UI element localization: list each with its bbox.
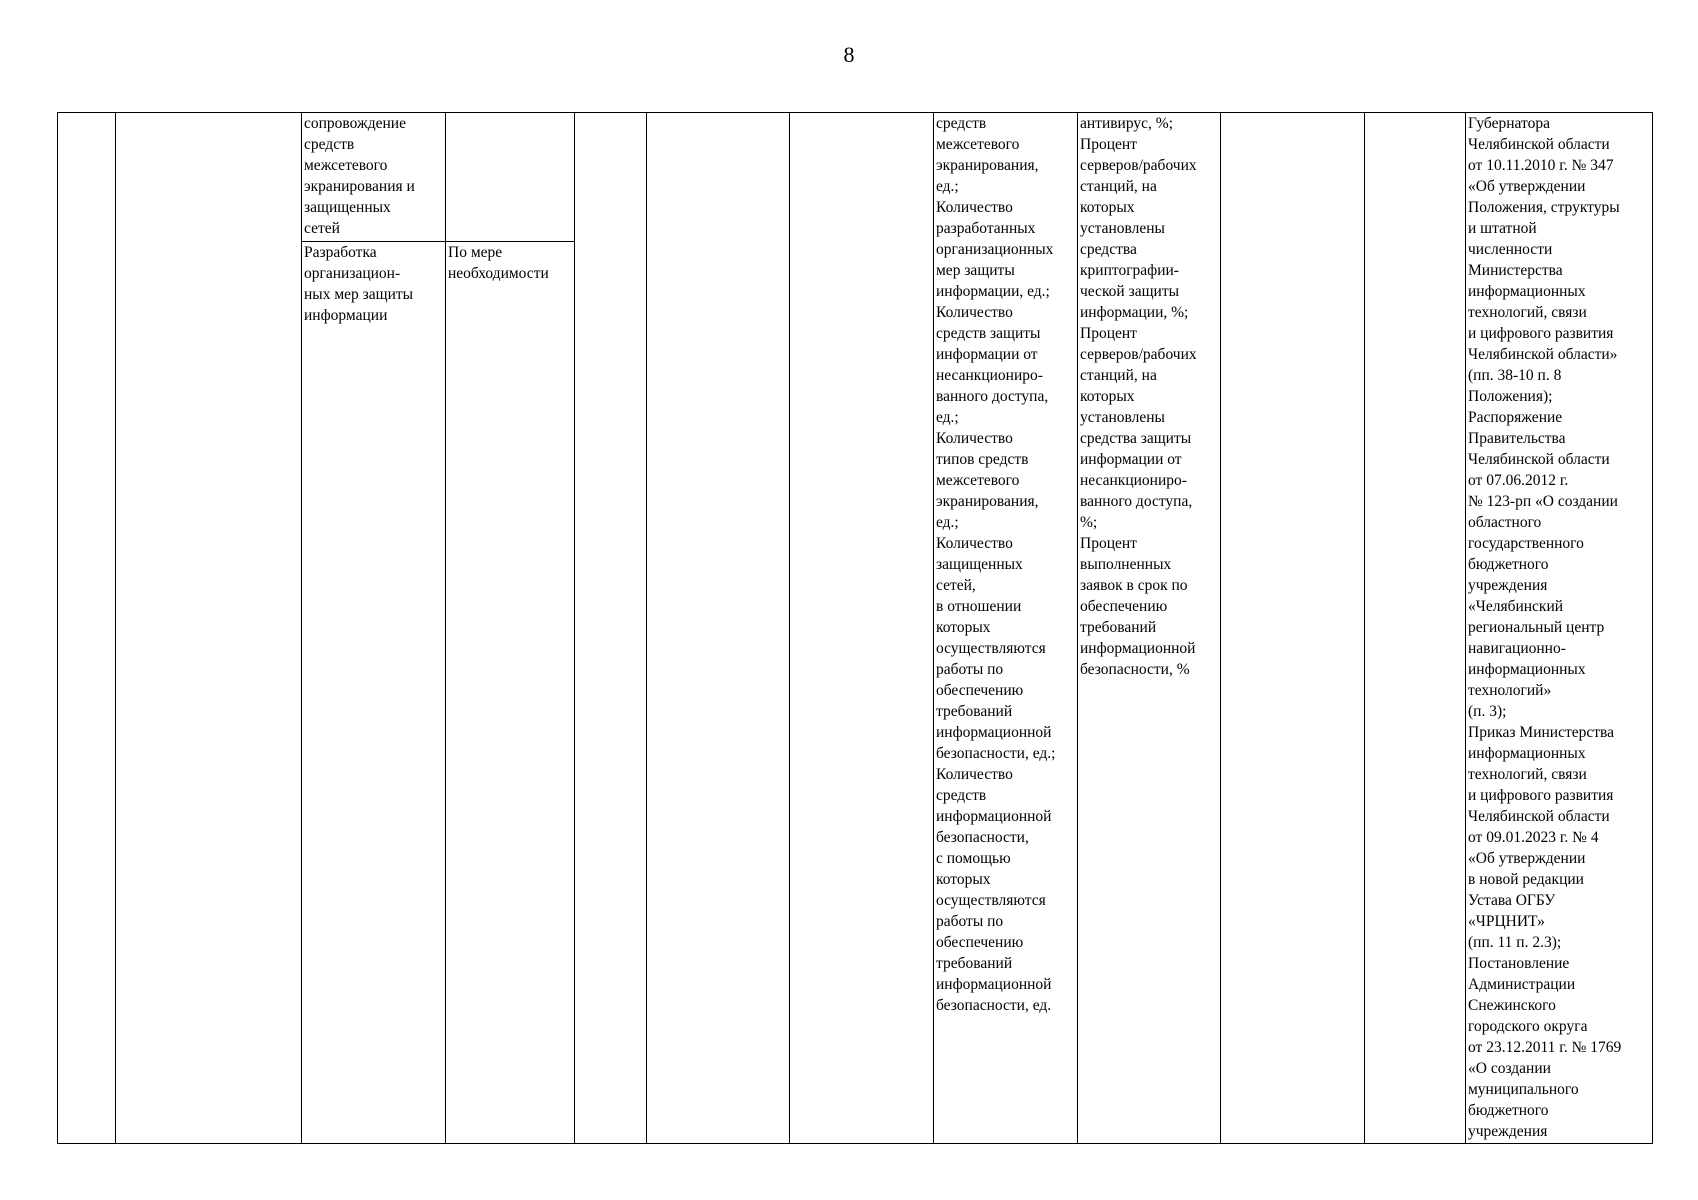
indicators-percent: антивирус, %; Процент серверов/рабочих станций, на которых установлены средства криптографии- ческой защиты информации, %; Процент серверов/рабочих станций, на которых установлены средства защиты информации от несанкциониро- ванного доступа, %; Процент выполненных заявок в срок по обеспечению требований информационной безопасности, % (1078, 113, 1221, 1144)
indicators-count: средств межсетевого экранирования, ед.; Количество разработанных организационных мер защиты информации, ед.; Количество средств защиты информации от несанкциониро- ванного доступа, ед.; Количество типов средств межсетевого экранирования, ед.; Количество защищенных сетей, в отношении которых осуществляются работы по обеспечению требований информационной безопасности, ед.; Количество средств информационной безопасности, с помощью которых осуществляются работы по обеспечению требований информационной безопасности, ед. (934, 113, 1078, 1144)
cell-activities (302, 113, 575, 1144)
page-number: 8 (843, 42, 855, 67)
cell-col10 (1221, 113, 1365, 1144)
activity-org-measures: Разработка организацион- ных мер защиты информации (302, 242, 446, 1143)
cell-col1 (58, 113, 116, 1144)
cell-col11 (1365, 113, 1466, 1144)
cell-col6 (647, 113, 790, 1144)
activity-firewall-support: сопровождение средств межсетевого экранирования и защищенных сетей (302, 113, 446, 241)
legal-basis: Губернатора Челябинской области от 10.11.2010 г. № 347 «Об утверждении Положения, структуры и штатной численности Министерства информационных технологий, связи и цифрового развития Челябинской области» (пп. 38-10 п. 8 Положения); Распоряжение Правительства Челябинской области от 07.06.2012 г. № 123-рп «О создании областного государственного бюджетного учреждения «Челябинский региональный центр навигационно- информационных технологий» (п. 3); Приказ Министерства информационных технологий, связи и цифрового развития Челябинской области от 09.01.2023 г. № 4 «Об утверждении в новой редакции Устава ОГБУ «ЧРЦНИТ» (пп. 11 п. 2.3); Постановление Администрации Снежинского городского округа от 23.12.2011 г. № 1769 «О создании муниципального бюджетного учреждения (1466, 113, 1653, 1144)
cell-col2 (116, 113, 302, 1144)
cell-col7 (790, 113, 934, 1144)
cell-col4-top (446, 113, 574, 241)
document-table (57, 112, 1653, 1144)
table-row (58, 113, 1653, 1144)
cell-col5 (575, 113, 647, 1144)
deadline-as-needed: По мере необходимости (448, 244, 549, 282)
